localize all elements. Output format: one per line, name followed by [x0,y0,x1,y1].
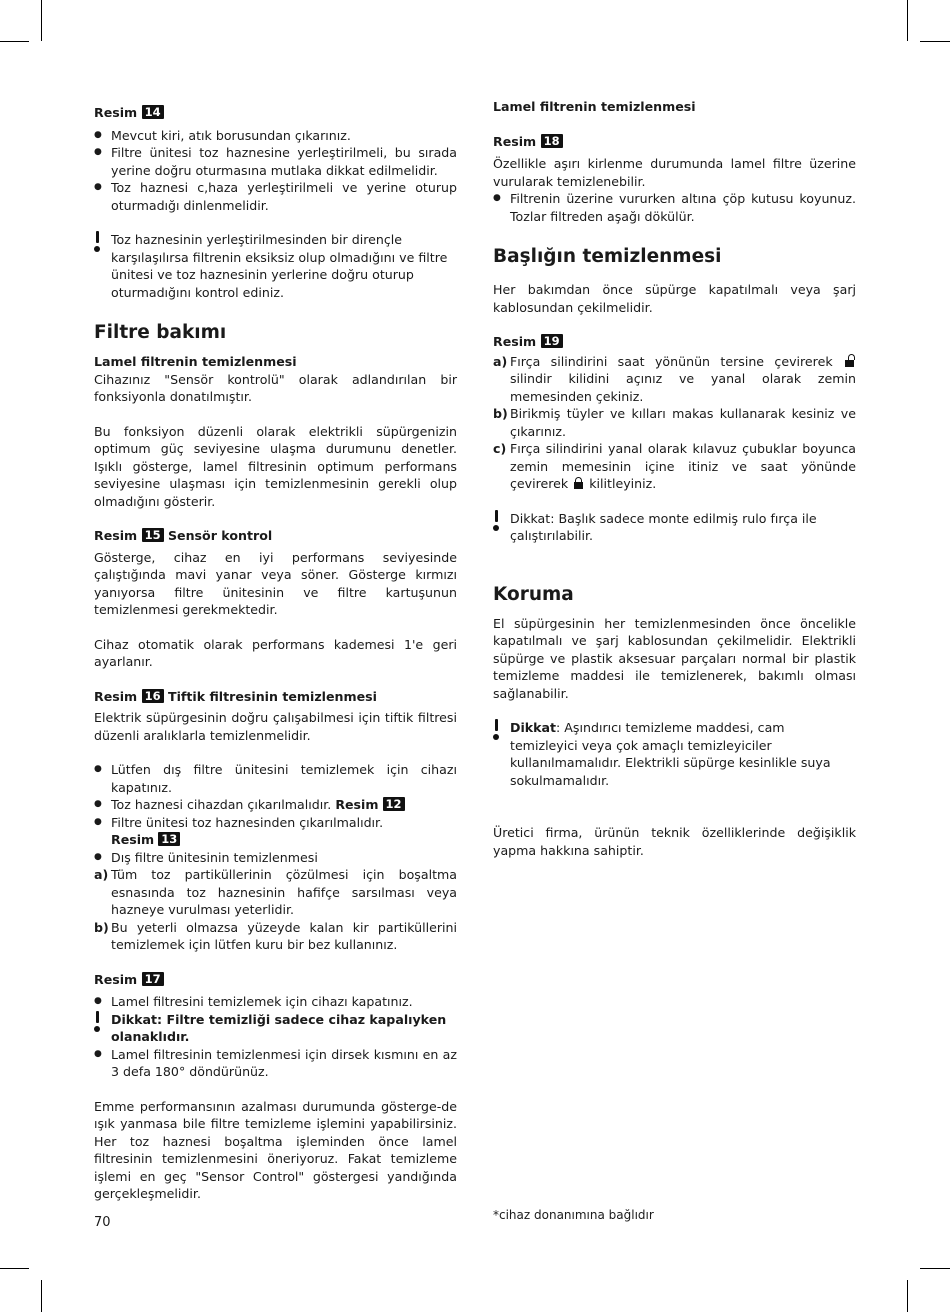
crop-mark [0,41,29,42]
step-item: b) Bu yeterli olmazsa yüzeyde kalan kir partiküllerini temizlemek için lütfen kuru bir bez kullanınız. [94,919,457,952]
figure-number-badge: 16 [142,689,164,703]
warning-note: Dikkat: Aşındırıcı temizleme maddesi, cam temizleyici veya çok amaçlı temizleyiciler kullanılmamalıdır. Elektrikli süpürge kesinlikle suya sokulmamalıdır. [493,719,856,789]
bullet-list [94,761,457,866]
subheading: Lamel filtrenin temizlenmesi [94,354,297,369]
paragraph: Cihazınız "Sensör kontrolü" olarak adlandırılan bir fonksiyonla donatılmıştır. [94,371,457,404]
paragraph: Her bakımdan önce süpürge kapatılmalı veya şarj kablosundan çekilmelidir. [493,282,856,315]
list-item: ● Mevcut kiri, atık borusundan çıkarınız. [94,127,457,145]
paragraph: Özellikle aşırı kirlenme durumunda lamel filtre üzerine vurularak temizlenebilir. [493,156,856,189]
list-item: ● Lamel filtresinin temizlenmesi için dirsek kısmını en az 3 defa 180° döndürünüz. [94,1046,457,1081]
warning-note: Dikkat: Başlık sadece monte edilmiş rulo fırça ile çalıştırılabilir. [493,510,856,545]
list-item: ● Toz haznesi c,haza yerleştirilmeli ve yerine oturup oturmadığı dinlenmelidir. [94,179,457,214]
warning-note: Toz haznesinin yerleştirilmesinden bir dirençle karşılaşılırsa filtrenin eksiksiz olup olmadığını ve filtre ünitesi ve toz haznesinin yerlerine doğru oturup oturmadığını kontrol ediniz. [94,231,457,301]
unlock-icon [845,355,854,367]
lock-icon [574,477,583,489]
step-item: c) Fırça silindirini yanal olarak kılavuz çubuklar boyunca zemin memesinin içine itiniz ve saat yönünde çevirerek kilitleyiniz. [493,441,856,491]
section-heading: Başlığın temizlenmesi [493,246,722,267]
list-item: ● Dış filtre ünitesinin temizlenmesi [94,849,457,867]
figure-number-badge: 13 [158,832,180,846]
warning-note: Dikkat: Filtre temizliği sadece cihaz kapalıyken olanaklıdır. [94,1011,457,1046]
figure-heading: Resim 18 [493,133,856,151]
section-heading: Koruma [493,583,574,605]
crop-mark [907,0,908,41]
crop-mark [41,1280,42,1312]
figure-heading: Resim 14 [94,104,457,122]
step-list [94,866,457,954]
paragraph: Üretici firma, ürünün teknik özelliklerinde değişiklik yapma hakkına sahiptir. [493,825,856,858]
figure-number-badge: 12 [383,797,405,811]
bullet-list [94,127,457,215]
figure-number-badge: 17 [142,972,164,986]
list-item: ● Lütfen dış filtre ünitesini temizlemek için cihazı kapatınız. [94,761,457,796]
bullet-list [94,993,457,1011]
paragraph: Gösterge, cihaz en iyi performans seviyesinde çalıştığında mavi yanar veya söner. Gösterge kırmızı yanıyorsa filtre ünitesinin ve filtre kartuşunun temizlenmesi gerekmektedir. [94,549,457,617]
crop-mark [41,0,42,41]
warning-icon [493,510,503,531]
figure-heading: Resim 16 Tiftik filtresinin temizlenmesi [94,688,377,704]
crop-mark [907,1280,908,1312]
footnote: *cihaz donanımına bağlıdır [493,1208,654,1222]
figure-heading: Resim 17 [94,971,457,989]
warning-icon [94,231,104,252]
figure-number-badge: 15 [142,528,164,542]
crop-mark [920,41,950,42]
step-item: a) Tüm toz partiküllerinin çözülmesi için boşaltma esnasında toz haznesinin hafifçe sarsılması veya hazneye vurulması yeterlidir. [94,867,457,917]
list-item: ● Toz haznesi cihazdan çıkarılmalıdır. Resim 12 [94,796,457,814]
paragraph: El süpürgesinin her temizlenmesinden önce öncelikle kapatılmalı ve şarj kablosundan çekilmelidir. Elektrikli süpürge ve plastik aksesuar parçaları normal bir plastik temizleme maddesi ile temizlenerek, bakımlı olması sağlanabilir. [493,615,856,701]
list-item: ● Filtre ünitesi toz haznesinden çıkarılmalıdır. Resim 13 [94,814,457,849]
figure-number-badge: 19 [541,334,563,348]
subheading: Lamel filtrenin temizlenmesi [493,99,696,114]
warning-icon [94,1011,104,1032]
figure-heading: Resim 19 [493,333,856,351]
page-number: 70 [94,1215,111,1230]
list-item: ● Lamel filtresini temizlemek için cihazı kapatınız. [94,993,457,1011]
paragraph: Cihaz otomatik olarak performans kademesi 1'e geri ayarlanır. [94,636,457,669]
crop-mark [0,1268,29,1269]
list-item: ● Filtrenin üzerine vururken altına çöp kutusu koyunuz. Tozlar filtreden aşağı dökülür. [493,190,856,225]
step-item: a) Fırça silindirini saat yönünün tersine çevirerek silindir kilidini açınız ve yanal olarak zemin memesinden çekiniz. [493,353,856,404]
crop-mark [920,1268,950,1269]
left-column [94,96,457,1203]
step-list [493,353,856,493]
paragraph: Emme performansının azalması durumunda gösterge-de ışık yanmasa bile filtre temizleme işlemini yapabilirsiniz. Her toz haznesi boşaltma işleminden önce lamel filtresinin temizlenmesini öneriyoruz. Fakat temizleme işlemi en geç "Sensor Control" göstergesi yandığında gerçekleşmelidir. [94,1098,457,1201]
warning-icon [493,719,503,740]
paragraph: Bu fonksiyon düzenli olarak elektrikli süpürgenizin optimum güç seviyesine ulaşma durumunu denetler. Işıklı gösterge, lamel filtresinin optimum performans seviyesine ulaşması için temizlenmesinin gerekli olup olmadığını gösterir. [94,423,457,509]
bullet-list [493,190,856,225]
bullet-list [94,1046,457,1081]
paragraph: Elektrik süpürgesinin doğru çalışabilmesi için tiftik filtresi düzenli aralıklarla temizlenmelidir. [94,710,457,743]
right-column [493,96,856,859]
step-item: b) Birikmiş tüyler ve kılları makas kullanarak kesiniz ve çıkarınız. [493,406,856,439]
figure-number-badge: 14 [142,105,164,119]
figure-heading: Resim 15 Sensör kontrol [94,528,273,543]
figure-number-badge: 18 [541,134,563,148]
list-item: ● Filtre ünitesi toz haznesine yerleştirilmeli, bu sırada yerine doğru oturmasına mutlaka dikkat edilmelidir. [94,144,457,179]
section-heading: Filtre bakımı [94,322,227,343]
